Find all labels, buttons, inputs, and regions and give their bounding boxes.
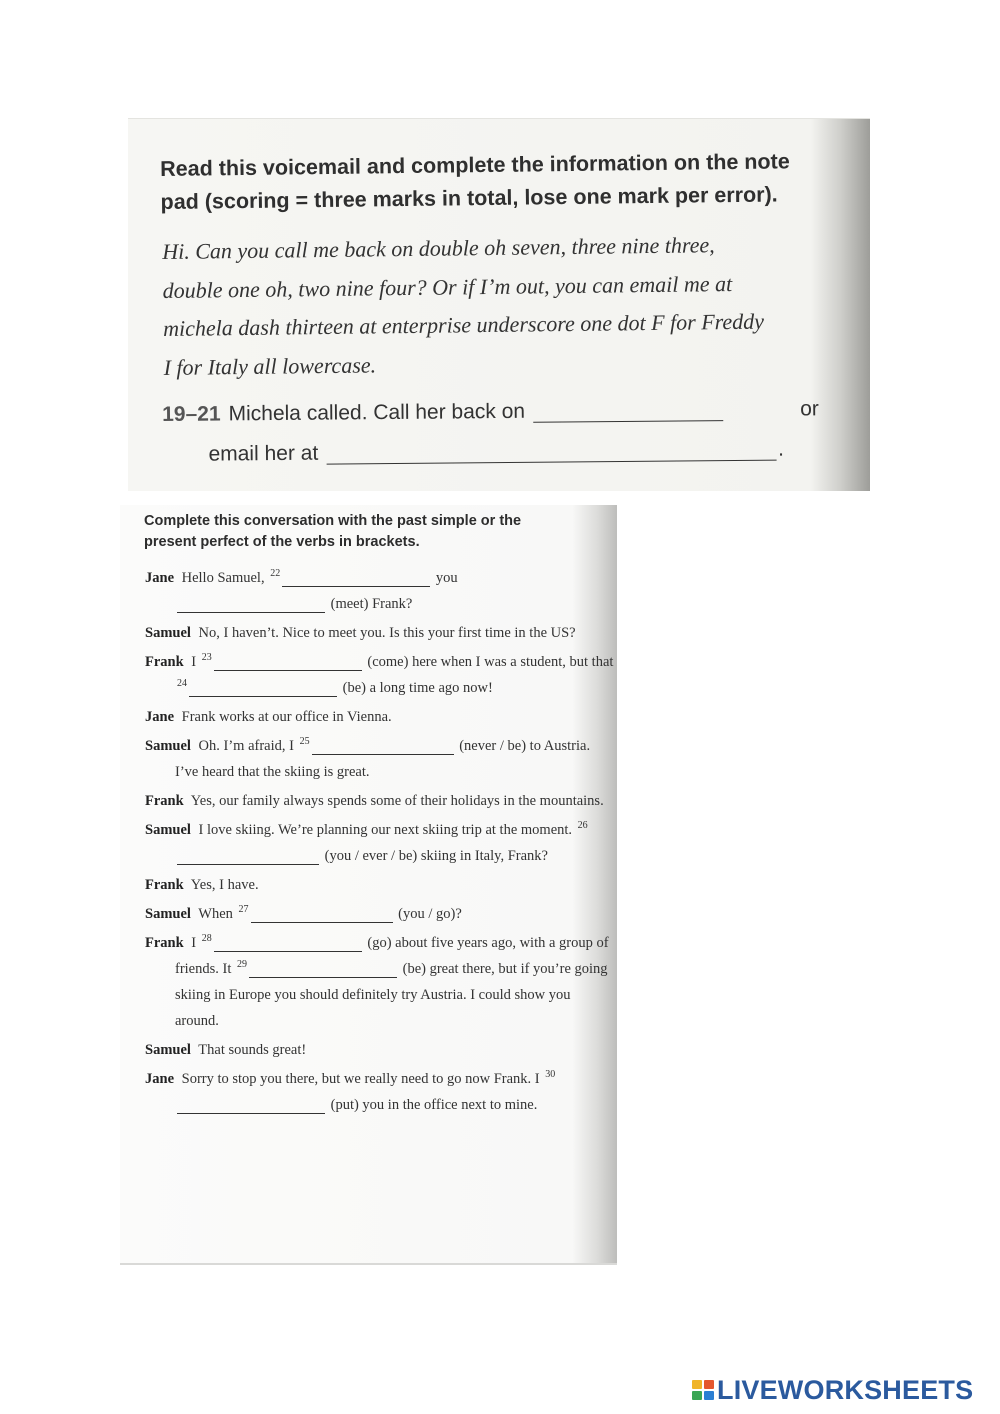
dialogue-text: (be) great there, but if you’re going skiing in Europe you should definitely try Austria. I could show you around. (175, 961, 608, 1029)
question-number: 29 (237, 959, 247, 971)
dialogue-turn (145, 620, 615, 646)
speaker-name: Samuel (145, 906, 191, 922)
speaker-name: Frank (145, 793, 184, 809)
conversation (145, 565, 615, 1121)
voicemail-message-line: Hi. Can you call me back on double oh seven, three nine three, (162, 232, 715, 264)
voicemail-instructions (160, 145, 851, 219)
speaker-name: Frank (145, 877, 184, 893)
logo-text: LIVEWORKSHEETS (717, 1374, 974, 1405)
dialogue-turn (145, 704, 615, 730)
logo-square (704, 1380, 714, 1389)
speaker-name: Samuel (145, 1042, 191, 1058)
question-email-label: email her at (208, 441, 319, 466)
conversation-title-line: present perfect of the verbs in brackets. (144, 534, 420, 550)
email-answer-input[interactable] (326, 443, 776, 464)
answer-29-input[interactable] (249, 961, 397, 978)
dialogue-text: Yes, our family always spends some of their holidays in the mountains. (190, 793, 604, 809)
dialogue-turn (145, 1066, 615, 1118)
speaker-name: Frank (145, 654, 184, 670)
speaker-name: Frank (145, 935, 184, 951)
voicemail-title-line: Read this voicemail and complete the information on the note (160, 149, 790, 181)
dialogue-text: Yes, I have. (190, 877, 259, 893)
dialogue-text: (go) about five years ago, with a group of friends. It (175, 935, 609, 977)
voicemail-message-line: michela dash thirteen at enterprise underscore one dot F for Freddy (163, 308, 765, 341)
dialogue-text: I (191, 935, 197, 951)
answer-22b-input[interactable] (177, 596, 325, 613)
conversation-instructions (144, 511, 584, 553)
logo-square (692, 1380, 702, 1389)
speaker-name: Jane (145, 570, 174, 586)
phone-answer-input[interactable] (533, 404, 723, 423)
dialogue-text: (put) you in the office next to mine. (330, 1097, 538, 1113)
question-number: 19–21 (162, 402, 221, 426)
voicemail-message (162, 225, 854, 387)
question-number: 25 (299, 736, 310, 748)
dialogue-turn (145, 733, 615, 785)
conversation-exercise (120, 505, 617, 1265)
speaker-name: Jane (145, 709, 174, 725)
voicemail-message-line: I for Italy all lowercase. (163, 351, 377, 380)
dialogue-turn (145, 817, 615, 869)
answer-23-input[interactable] (214, 654, 362, 671)
dialogue-turn (145, 1037, 615, 1063)
conversation-title-line: Complete this conversation with the past simple or the (144, 513, 522, 529)
question-text: Michela called. Call her back on (228, 399, 526, 426)
question-number: 28 (201, 933, 212, 945)
question-number: 24 (177, 678, 187, 690)
dialogue-text: That sounds great! (198, 1042, 307, 1058)
voicemail-exercise (128, 118, 870, 491)
speaker-name: Samuel (145, 625, 191, 641)
speaker-name: Jane (145, 1071, 174, 1087)
dialogue-text: Frank works at our office in Vienna. (181, 709, 392, 725)
dialogue-turn (145, 565, 615, 617)
question-number: 22 (270, 568, 281, 580)
dialogue-text: (meet) Frank? (330, 596, 413, 612)
logo-mark-icon (692, 1380, 714, 1400)
dialogue-turn (145, 872, 615, 898)
voicemail-title-line: pad (scoring = three marks in total, lose one mark per error). (160, 182, 778, 214)
voicemail-question: 19–21 Michela called. Call her back on or email her at . (162, 389, 843, 475)
voicemail-message-line: double one oh, two nine four? Or if I’m out, you can email me at (162, 270, 733, 303)
dialogue-turn (145, 788, 615, 814)
question-number: 23 (201, 652, 212, 664)
dialogue-turn (145, 930, 615, 1034)
question-or: or (800, 397, 819, 421)
question-number: 26 (577, 820, 588, 832)
dialogue-text: Oh. I’m afraid, I (198, 738, 294, 754)
dialogue-text: (you / ever / be) skiing in Italy, Frank? (324, 848, 548, 864)
logo-square (704, 1391, 714, 1400)
answer-30-input[interactable] (177, 1097, 325, 1114)
logo-square (692, 1391, 702, 1400)
dialogue-turn (145, 649, 615, 701)
dialogue-text: you (435, 570, 458, 586)
dialogue-text: When (198, 906, 233, 922)
answer-28-input[interactable] (214, 935, 362, 952)
dialogue-text: No, I haven’t. Nice to meet you. Is this your first time in the US? (198, 625, 576, 641)
liveworksheets-logo (692, 1372, 973, 1408)
answer-27-input[interactable] (251, 906, 393, 923)
question-number: 30 (545, 1069, 556, 1081)
answer-22-input[interactable] (282, 570, 430, 587)
dialogue-text: (come) here when I was a student, but that (367, 654, 614, 670)
dialogue-text: (be) a long time ago now! (342, 680, 493, 696)
dialogue-text: Sorry to stop you there, but we really need to go now Frank. I (181, 1071, 540, 1087)
speaker-name: Samuel (145, 738, 191, 754)
answer-26-input[interactable] (177, 848, 319, 865)
dialogue-text: I love skiing. We’re planning our next skiing trip at the moment. (198, 822, 573, 838)
dialogue-text: (never / be) to Austria. I’ve heard that the skiing is great. (175, 738, 591, 780)
dialogue-turn (145, 901, 615, 927)
dialogue-text: (you / go)? (398, 906, 462, 922)
dialogue-text: Hello Samuel, (181, 570, 265, 586)
answer-24-input[interactable] (189, 680, 337, 697)
speaker-name: Samuel (145, 822, 191, 838)
dialogue-text: I (191, 654, 197, 670)
question-number: 27 (238, 904, 249, 916)
answer-25-input[interactable] (312, 738, 454, 755)
